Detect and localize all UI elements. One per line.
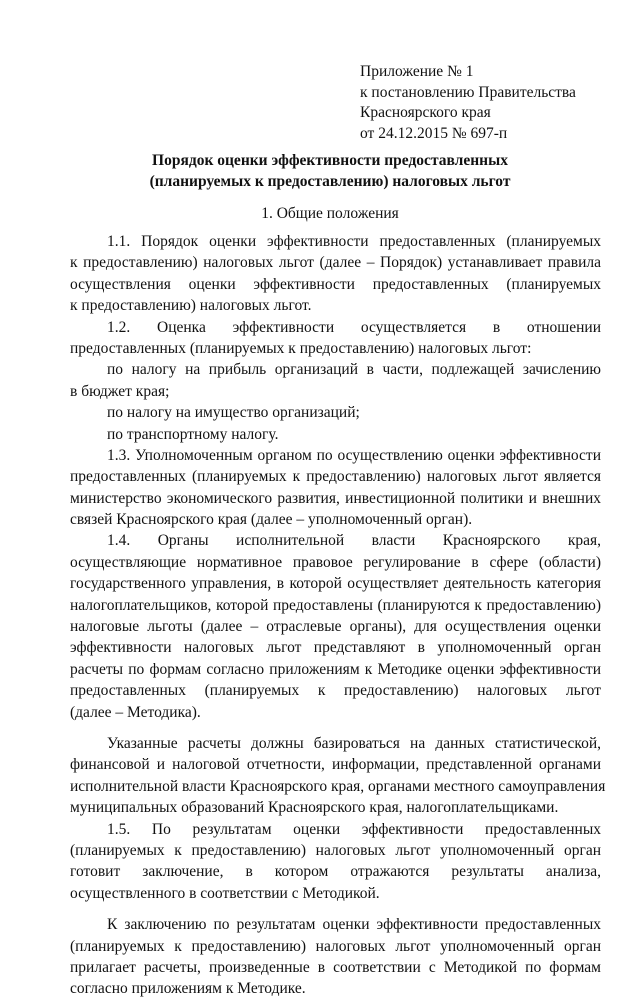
paragraph-1-5-line-2: (планируемых к предоставлению) налоговых льгот уполномоченный орган: [70, 841, 601, 859]
list-item-profit-tax-line-2: в бюджет края;: [70, 382, 170, 400]
paragraph-1-5-line-3: готовит заключение, в котором отражаются результаты анализа,: [70, 863, 601, 881]
paragraph-1-3-line-1: 1.3. Уполномоченным органом по осуществлению оценки эффективности: [107, 446, 601, 464]
document-title-line-2: (планируемых к предоставлению) налоговых льгот: [149, 173, 511, 190]
paragraph-calculations-line-4: муниципальных образований Красноярского края, налогоплательщиками.: [70, 799, 559, 817]
appendix-title: Приложение № 1: [360, 63, 474, 80]
paragraph-1-1-line-2: к предоставлению) налоговых льгот (далее – Порядок) устанавливает правила: [70, 254, 601, 272]
appendix-reference: к постановлению Правительства: [360, 83, 576, 101]
paragraph-1-4-line-4: налогоплательщиков, которой предоставлены (планируются к предоставлению): [70, 596, 601, 614]
appendix-block: [360, 62, 620, 144]
document-body: [70, 231, 606, 1000]
paragraph-1-5-line-4: осуществленного в соответствии с Методикой.: [70, 884, 380, 902]
paragraph-1-3-line-2: предоставленных (планируемых к предоставлению) налоговых льгот является: [70, 468, 601, 486]
paragraph-1-4-line-2: осуществляющие нормативное правовое регулирование в сфере (области): [70, 553, 601, 571]
paragraph-1-4-line-5: налоговые льготы (далее – отраслевые органы), для осуществления оценки: [70, 618, 601, 636]
paragraph-conclusion-line-1: К заключению по результатам оценки эффективности предоставленных: [107, 916, 601, 934]
paragraph-conclusion-line-4: согласно приложениям к Методике.: [70, 980, 306, 998]
paragraph-conclusion-line-3: прилагает расчеты, произведенные в соответствии с Методикой по формам: [70, 958, 601, 976]
paragraph-conclusion-line-2: (планируемых к предоставлению) налоговых льгот уполномоченный орган: [70, 937, 601, 955]
paragraph-1-4-line-9: (далее – Методика).: [70, 703, 201, 721]
paragraph-1-4-line-6: эффективности налоговых льгот представляют в уполномоченный орган: [70, 639, 601, 657]
list-item-transport-tax: по транспортному налогу.: [107, 425, 279, 443]
paragraph-1-1-line-3: осуществления оценки эффективности предоставленных (планируемых: [70, 275, 601, 293]
document-title-line-1: Порядок оценки эффективности предоставленных: [152, 152, 508, 169]
paragraph-calculations-line-1: Указанные расчеты должны базироваться на данных статистической,: [107, 734, 601, 752]
paragraph-1-4-line-7: расчеты по формам согласно приложениям к Методике оценки эффективности: [70, 660, 601, 678]
paragraph-calculations-line-2: финансовой и налоговой отчетности, информации, представленной органами: [70, 756, 601, 774]
appendix-region: Красноярского края: [360, 104, 491, 121]
paragraph-1-1-line-1: 1.1. Порядок оценки эффективности предоставленных (планируемых: [107, 233, 601, 250]
paragraph-1-3-line-3: министерство экономического развития, инвестиционной политики и внешних: [70, 489, 601, 507]
paragraph-gap: [70, 904, 601, 914]
paragraph-1-4-line-3: государственного управления, в которой осуществляет деятельность категория: [70, 575, 601, 593]
paragraph-1-4-line-1: 1.4. Органы исполнительной власти Красноярского края,: [107, 532, 601, 550]
paragraph-1-2-line-1: 1.2. Оценка эффективности осуществляется в отношении: [107, 318, 601, 336]
paragraph-1-5-line-1: 1.5. По результатам оценки эффективности предоставленных: [107, 820, 601, 838]
paragraph-gap: [70, 723, 601, 733]
list-item-property-tax: по налогу на имущество организаций;: [107, 404, 360, 422]
document-title: [70, 150, 590, 192]
section-heading: 1. Общие положения: [261, 205, 399, 222]
list-item-profit-tax-line-1: по налогу на прибыль организаций в части, подлежащей зачислению: [107, 361, 601, 379]
paragraph-1-4-line-8: предоставленных (планируемых к предоставлению) налоговых льгот: [70, 682, 601, 700]
paragraph-1-1-line-4: к предоставлению) налоговых льгот.: [70, 297, 312, 315]
paragraph-1-3-line-4: связей Красноярского края (далее – уполномоченный орган).: [70, 511, 473, 529]
paragraph-calculations-line-3: исполнительной власти Красноярского края, органами местного самоуправления: [70, 777, 606, 795]
appendix-date-number: от 24.12.2015 № 697-п: [360, 124, 508, 142]
paragraph-1-2-line-2: предоставленных (планируемых к предоставлению) налоговых льгот:: [70, 339, 532, 357]
